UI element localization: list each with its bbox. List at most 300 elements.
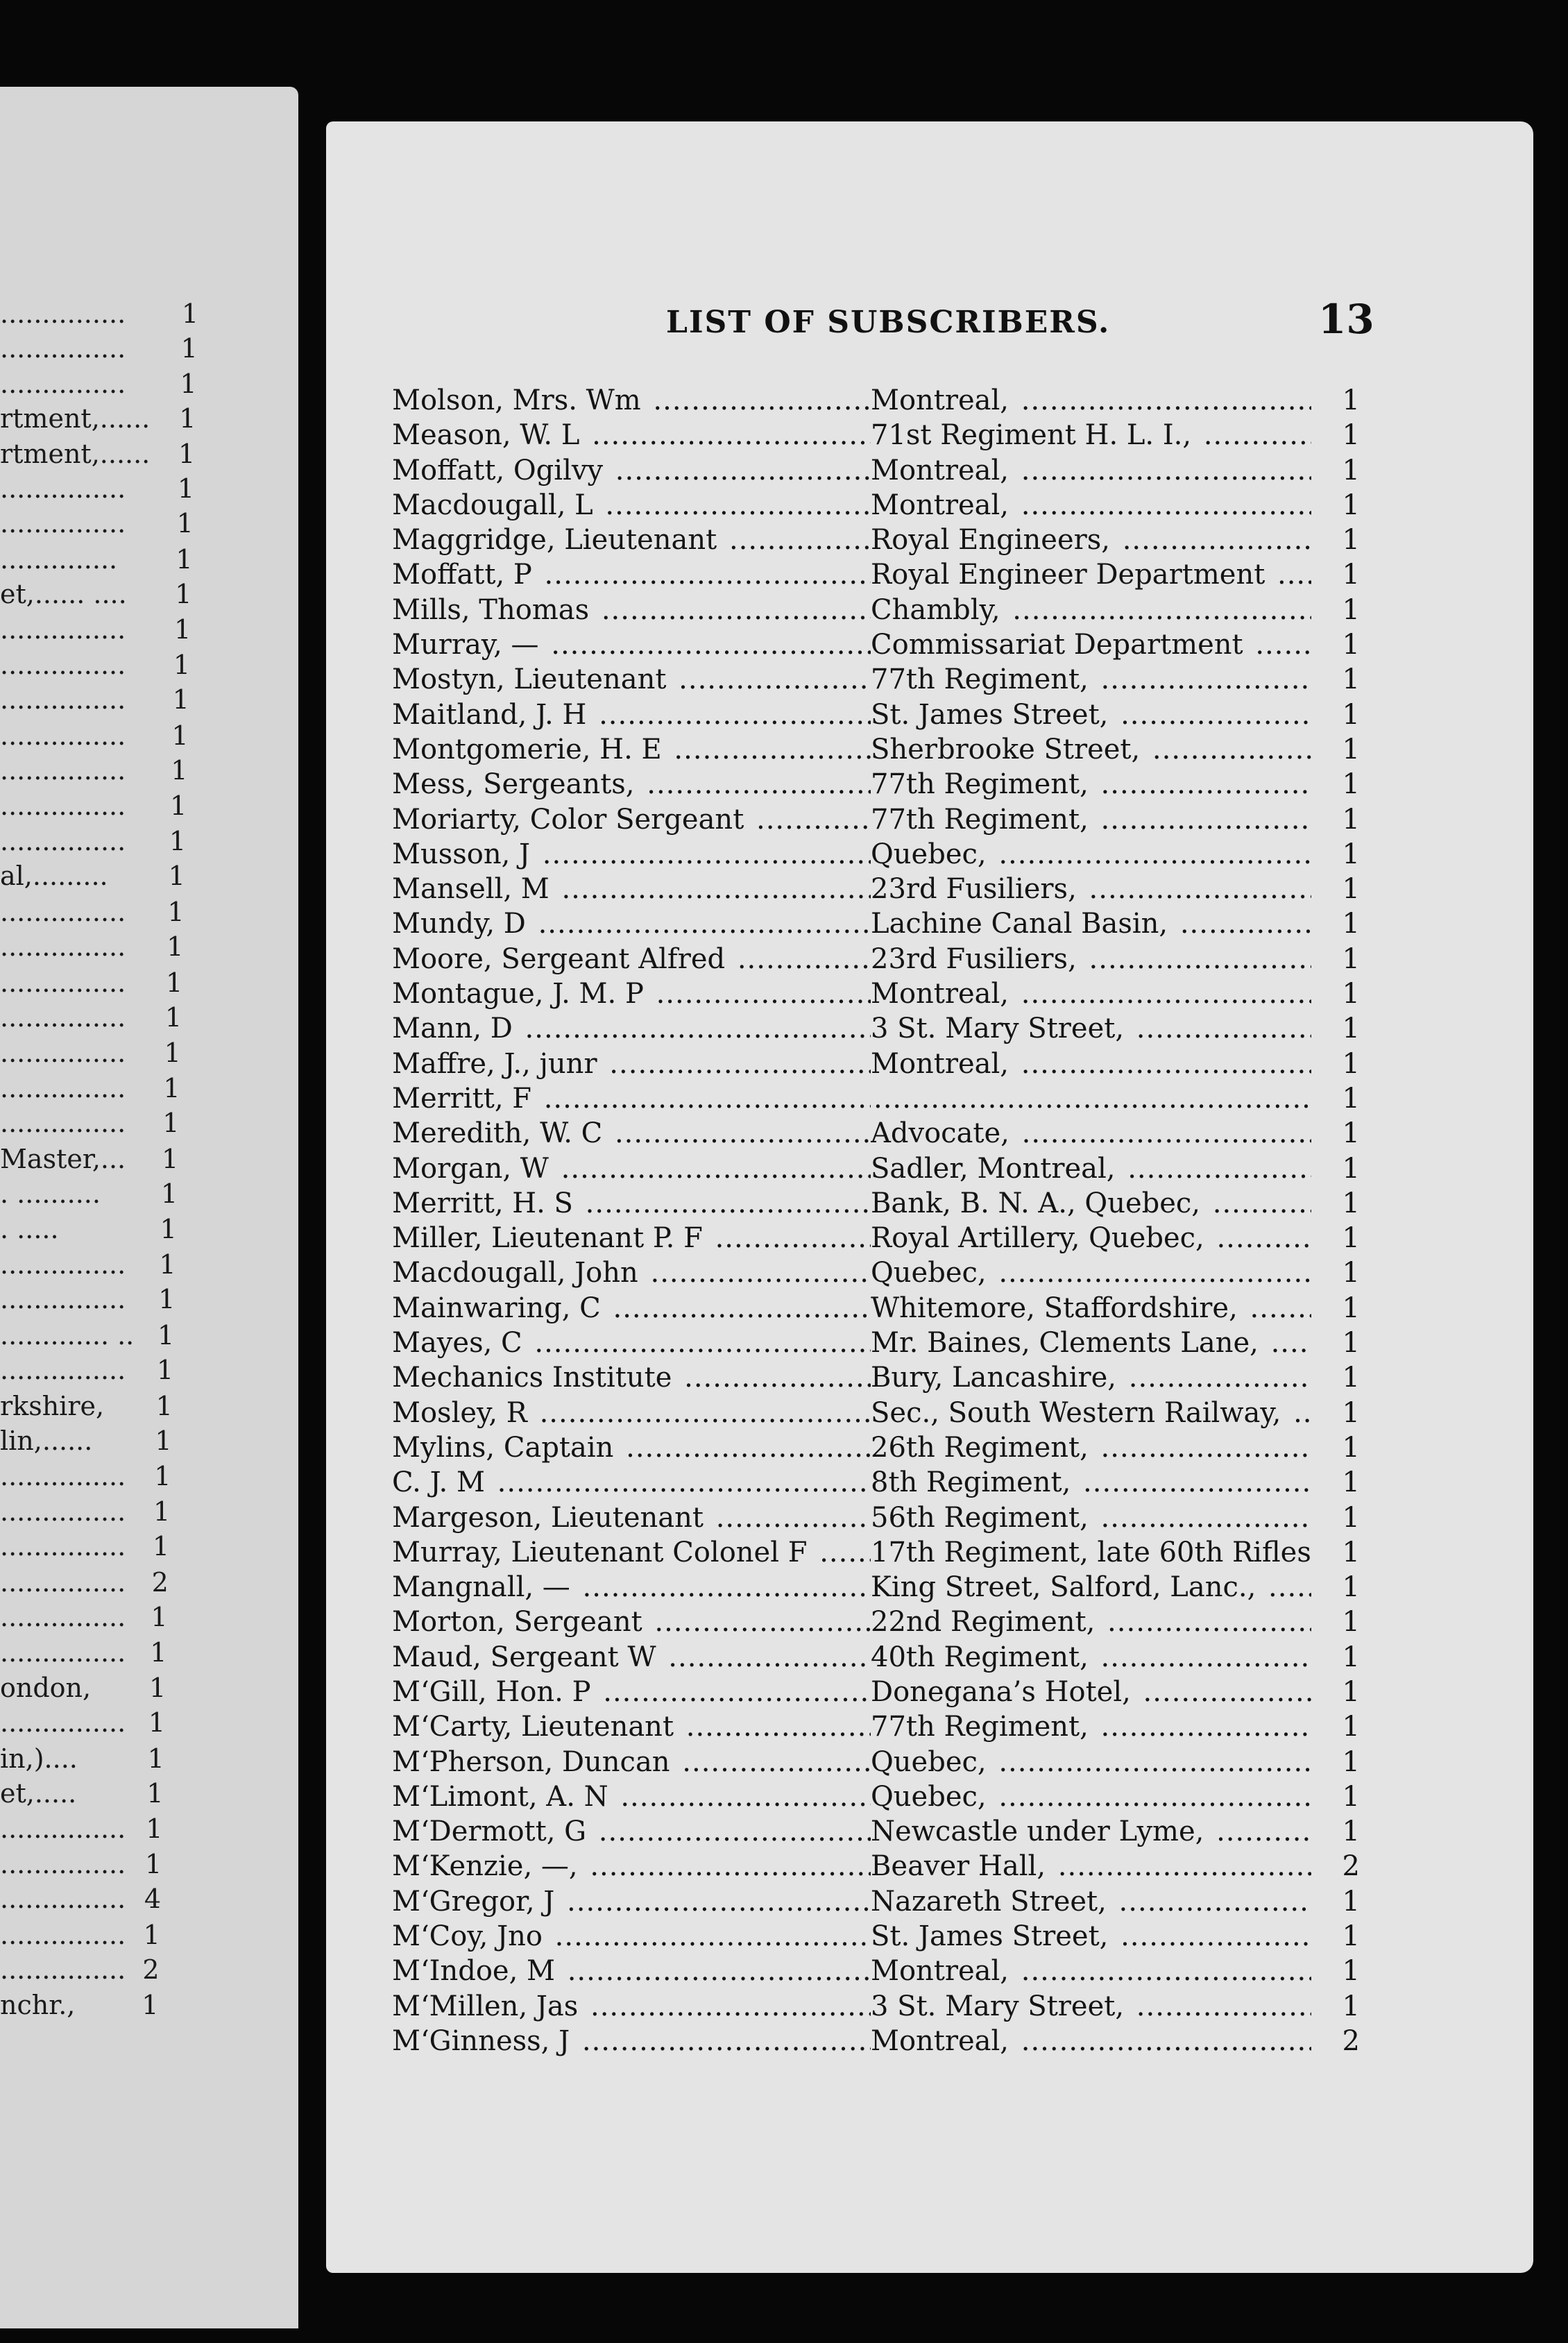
left-page-row — [0, 1565, 171, 1600]
subscriber-name — [392, 1360, 878, 1395]
subscriber-count: 1 — [1325, 732, 1360, 767]
subscriber-name-text: Meason, W. L — [392, 419, 582, 451]
subscriber-place-text: Chambly, — [871, 594, 1003, 626]
subscriber-place-text: 77th Regiment, — [871, 1711, 1091, 1743]
left-page-row-count: 1 — [171, 720, 189, 751]
subscriber-row — [392, 802, 1360, 837]
left-page-row-count: 1 — [175, 579, 192, 609]
left-page-row-count: 1 — [159, 1249, 176, 1280]
left-page-row-count: 2 — [142, 1954, 160, 1985]
left-page-row-count: 1 — [164, 1038, 181, 1068]
subscriber-place — [871, 1396, 1311, 1430]
subscriber-place — [871, 872, 1311, 906]
left-page-row-count: 1 — [177, 473, 194, 504]
left-page-row-count: 1 — [172, 684, 189, 715]
subscriber-name-text: Mechanics Institute — [392, 1362, 674, 1394]
left-page-row — [0, 1705, 168, 1740]
left-page-row — [0, 1988, 161, 2022]
subscriber-row — [392, 1605, 1360, 1639]
left-page-row-count: 4 — [144, 1884, 161, 1914]
subscriber-row — [392, 418, 1360, 452]
subscriber-count: 1 — [1325, 1500, 1360, 1535]
subscriber-name-text: Molson, Mrs. Wm — [392, 384, 644, 416]
left-page-row-text: ............... — [0, 790, 126, 821]
left-page-row — [0, 682, 192, 717]
subscriber-count: 1 — [1325, 1360, 1360, 1395]
subscriber-place — [871, 1360, 1311, 1395]
subscriber-place — [871, 1221, 1311, 1255]
subscriber-name — [392, 1186, 878, 1221]
subscriber-place — [871, 697, 1311, 732]
subscriber-place — [871, 1186, 1311, 1221]
subscriber-place-text: Mr. Baines, Clements Lane, — [871, 1327, 1261, 1359]
subscriber-count: 1 — [1325, 1919, 1360, 1954]
subscriber-place — [871, 523, 1311, 557]
left-page-row-text: ............... — [0, 1108, 126, 1138]
left-page-row — [0, 1529, 172, 1564]
subscriber-name — [392, 1430, 878, 1465]
left-page-row-text: ............... — [0, 1284, 126, 1314]
subscriber-row — [392, 697, 1360, 732]
subscriber-place — [871, 1954, 1311, 1988]
subscriber-place — [871, 1884, 1311, 1919]
subscriber-name-text: Mundy, D — [392, 908, 529, 940]
subscriber-place-text: Donegana’s Hotel, — [871, 1676, 1134, 1708]
left-page-row-text: ............... — [0, 1602, 126, 1632]
left-page-row-count: 1 — [178, 439, 196, 469]
subscriber-count: 1 — [1325, 1116, 1360, 1151]
left-page-row-count: 1 — [173, 650, 190, 680]
left-page-row — [0, 1776, 167, 1811]
subscriber-name-text: Moriarty, Color Sergeant — [392, 804, 747, 836]
subscriber-place-text: St. James Street, — [871, 699, 1111, 731]
subscriber-name — [392, 1989, 878, 2024]
left-page-row-count: 1 — [147, 1743, 164, 1774]
left-page-row — [0, 1847, 164, 1881]
subscriber-name-text: Mayes, C — [392, 1327, 525, 1359]
subscriber-name-text: Maffre, J., junr — [392, 1048, 600, 1080]
subscriber-count: 1 — [1325, 1814, 1360, 1849]
subscriber-name — [392, 523, 878, 557]
subscriber-name — [392, 837, 878, 872]
subscriber-place — [871, 1430, 1311, 1465]
left-page-row-count: 1 — [179, 403, 196, 434]
subscriber-name — [392, 1884, 878, 1919]
subscriber-name-text: M‘Indoe, M — [392, 1955, 558, 1987]
subscriber-count: 1 — [1325, 872, 1360, 906]
left-page-row-count: 1 — [176, 544, 193, 575]
subscriber-place-text: Quebec, — [871, 1746, 989, 1778]
left-page-row-text: in,).... — [0, 1743, 78, 1774]
left-page-row-text: ............... — [0, 931, 126, 962]
subscriber-name — [392, 488, 878, 523]
left-page-row — [0, 753, 190, 788]
subscriber-place-text: 3 St. Mary Street, — [871, 1013, 1127, 1044]
left-page-row-count: 1 — [158, 1284, 176, 1314]
left-page-row-count: 1 — [171, 755, 188, 786]
subscriber-row — [392, 1919, 1360, 1954]
subscriber-row — [392, 767, 1360, 802]
subscriber-name — [392, 1745, 878, 1779]
left-page-row-count: 1 — [154, 1461, 171, 1491]
left-page-row — [0, 542, 196, 577]
subscriber-name-text: Mangnall, — — [392, 1571, 573, 1603]
subscriber-name — [392, 1954, 878, 1988]
subscriber-name-text: Mosley, R — [392, 1397, 530, 1429]
subscriber-count: 1 — [1325, 1047, 1360, 1081]
left-page-row-text: al,......... — [0, 861, 108, 891]
left-page-row-text: ............. .. — [0, 1320, 135, 1351]
subscriber-name-text: Murray, — — [392, 629, 542, 661]
left-page-row — [0, 506, 196, 541]
left-page-row-text: ondon, — [0, 1673, 92, 1703]
subscriber-count: 1 — [1325, 1465, 1360, 1500]
subscriber-place — [871, 906, 1311, 941]
left-page-row-count: 1 — [180, 369, 197, 399]
subscriber-row — [392, 2024, 1360, 2058]
left-page-row-count: 1 — [160, 1178, 178, 1209]
left-page-row — [0, 437, 198, 471]
left-page-row-text: ............... — [0, 614, 126, 645]
left-page-row-count: 1 — [146, 1778, 164, 1809]
left-page-row — [0, 401, 198, 436]
left-page-row — [0, 331, 201, 366]
left-page-row — [0, 1071, 183, 1106]
subscriber-count: 1 — [1325, 1989, 1360, 2024]
subscriber-count: 1 — [1325, 1570, 1360, 1605]
left-page-row-text: ............... — [0, 1813, 126, 1844]
left-page-row-text: ............... — [0, 1707, 126, 1738]
subscriber-row — [392, 627, 1360, 662]
left-page-row-count: 1 — [166, 967, 183, 998]
subscriber-count: 1 — [1325, 1640, 1360, 1675]
subscriber-name-text: M‘Coy, Jno — [392, 1920, 545, 1952]
subscriber-place-text: Bury, Lancashire, — [871, 1362, 1119, 1394]
left-page-row-text: ............... — [0, 1249, 126, 1280]
subscriber-name — [392, 767, 878, 802]
left-page-row — [0, 1670, 169, 1705]
left-page-row — [0, 1318, 177, 1353]
left-page-row-count: 1 — [150, 1637, 167, 1668]
left-page-row — [0, 1494, 173, 1529]
subscriber-count: 2 — [1325, 1849, 1360, 1884]
subscriber-name-text: Murray, Lieutenant Colonel F — [392, 1537, 810, 1568]
subscriber-place-text: Royal Engineers, — [871, 524, 1113, 556]
left-page-row — [0, 1423, 175, 1458]
left-page-row-text: . .......... — [0, 1178, 101, 1209]
subscriber-name — [392, 1326, 878, 1360]
subscriber-row — [392, 1326, 1360, 1360]
subscriber-name — [392, 906, 878, 941]
left-page-row — [0, 1247, 179, 1282]
left-page-row-text: ............... — [0, 1355, 126, 1385]
left-page-row-text: ............... — [0, 1461, 126, 1491]
subscriber-row — [392, 1989, 1360, 2024]
subscriber-row — [392, 1500, 1360, 1535]
subscriber-place-text: Sec., South Western Railway, — [871, 1397, 1284, 1429]
left-page-row — [0, 824, 189, 858]
left-page-row — [0, 718, 191, 753]
subscriber-place-text: 71st Regiment H. L. I., — [871, 419, 1194, 451]
left-page-row-text: ............... — [0, 1073, 126, 1103]
subscriber-place — [871, 627, 1311, 662]
subscriber-count: 1 — [1325, 593, 1360, 627]
left-page-row-count: 1 — [155, 1426, 172, 1456]
left-page-row-count: 1 — [174, 614, 191, 645]
page-title: LIST OF SUBSCRIBERS. — [666, 305, 1111, 340]
subscriber-name — [392, 1116, 878, 1151]
subscriber-place-text: 23rd Fusiliers, — [871, 943, 1080, 975]
subscriber-count: 1 — [1325, 383, 1360, 418]
subscriber-count: 1 — [1325, 1011, 1360, 1046]
left-page-row-count: 1 — [152, 1531, 169, 1562]
subscriber-place — [871, 2024, 1311, 2058]
subscriber-name — [392, 1919, 878, 1954]
left-page-row — [0, 858, 188, 893]
subscriber-place-text: Commissariat Department — [871, 629, 1246, 661]
subscriber-name — [392, 1849, 878, 1884]
subscriber-row — [392, 488, 1360, 523]
subscriber-place — [871, 1326, 1311, 1360]
subscriber-name — [392, 593, 878, 627]
left-page-row-text: ............... — [0, 333, 126, 364]
subscriber-name — [392, 1640, 878, 1675]
subscriber-name — [392, 1814, 878, 1849]
left-page-row — [0, 1142, 181, 1176]
subscriber-place — [871, 1047, 1311, 1081]
subscriber-place — [871, 732, 1311, 767]
subscriber-place — [871, 662, 1311, 697]
subscriber-row — [392, 1779, 1360, 1814]
left-page-row-count: 1 — [149, 1673, 167, 1703]
subscriber-place — [871, 557, 1311, 592]
left-page-row-count: 1 — [180, 333, 198, 364]
subscriber-count: 1 — [1325, 488, 1360, 523]
left-page-row-text: ............... — [0, 1637, 126, 1668]
subscriber-name-text: Musson, J — [392, 838, 533, 870]
left-page-row — [0, 788, 189, 823]
subscriber-row — [392, 837, 1360, 872]
left-page-row-count: 1 — [156, 1355, 173, 1385]
subscriber-place — [871, 1814, 1311, 1849]
subscriber-name-text: Morgan, W — [392, 1153, 552, 1185]
subscriber-place — [871, 767, 1311, 802]
subscriber-row — [392, 1430, 1360, 1465]
left-page-row-text: ............... — [0, 1002, 126, 1033]
subscriber-name — [392, 1047, 878, 1081]
left-page-row — [0, 1353, 176, 1387]
subscriber-row — [392, 1849, 1360, 1884]
subscriber-place — [871, 383, 1311, 418]
subscriber-row — [392, 523, 1360, 557]
subscriber-count: 1 — [1325, 1291, 1360, 1326]
left-page-row-text: ............... — [0, 473, 126, 504]
left-page-row — [0, 648, 193, 682]
subscriber-place-text: Beaver Hall, — [871, 1850, 1048, 1882]
subscriber-place-text: King Street, Salford, Lanc., — [871, 1571, 1259, 1603]
subscriber-place-text: 8th Regiment, — [871, 1466, 1073, 1498]
subscriber-place — [871, 1849, 1311, 1884]
subscriber-name-text: Montague, J. M. P — [392, 978, 647, 1010]
subscriber-place — [871, 837, 1311, 872]
subscriber-place — [871, 1500, 1311, 1535]
subscriber-name — [392, 1465, 878, 1500]
left-page-row — [0, 1389, 176, 1423]
subscriber-place — [871, 1465, 1311, 1500]
subscriber-name — [392, 1709, 878, 1744]
subscriber-name-text: Moore, Sergeant Alfred — [392, 943, 728, 975]
subscriber-place-text: 17th Regiment, late 60th Rifles — [871, 1537, 1311, 1568]
subscriber-row — [392, 557, 1360, 592]
left-page-row-count: 1 — [162, 1108, 180, 1138]
subscriber-row — [392, 942, 1360, 976]
subscriber-name — [392, 1291, 878, 1326]
subscriber-name-text: Merritt, H. S — [392, 1187, 576, 1219]
subscriber-place — [871, 942, 1311, 976]
left-page-row-text: ............... — [0, 967, 126, 998]
subscriber-place-text: 56th Regiment, — [871, 1502, 1091, 1534]
subscriber-count: 1 — [1325, 1605, 1360, 1639]
subscriber-name — [392, 1151, 878, 1186]
subscriber-name — [392, 1221, 878, 1255]
subscriber-row — [392, 1640, 1360, 1675]
left-page-row-text: ............... — [0, 1038, 126, 1068]
subscriber-place-text: Quebec, — [871, 1781, 989, 1813]
subscriber-name — [392, 2024, 878, 2058]
subscriber-row — [392, 1465, 1360, 1500]
left-page-row-text: ............... — [0, 1954, 126, 1985]
subscriber-name — [392, 627, 878, 662]
subscriber-name-text: M‘Carty, Lieutenant — [392, 1711, 676, 1743]
left-page-row — [0, 1282, 178, 1317]
subscriber-place-text: Montreal, — [871, 489, 1012, 521]
subscriber-row — [392, 1221, 1360, 1255]
subscriber-name-text: Maitland, J. H — [392, 699, 589, 731]
subscriber-row — [392, 593, 1360, 627]
left-page-row-text: .............. — [0, 544, 118, 575]
left-page-row-text: et,..... — [0, 1778, 77, 1809]
subscriber-place-text: Quebec, — [871, 838, 989, 870]
subscriber-place — [871, 1989, 1311, 2024]
left-page-row-count: 1 — [142, 1990, 159, 2020]
left-page-row-count: 1 — [169, 826, 186, 856]
left-page-row-text: ............... — [0, 1531, 126, 1562]
subscriber-name-text: M‘Kenzie, —, — [392, 1850, 581, 1882]
subscriber-place-text: Royal Engineer Department — [871, 559, 1268, 591]
left-page-row — [0, 1459, 173, 1494]
subscriber-name-text: Margeson, Lieutenant — [392, 1502, 706, 1534]
left-page-row — [0, 366, 200, 401]
subscriber-name — [392, 557, 878, 592]
subscriber-row — [392, 1151, 1360, 1186]
left-page-row-text: rtment,...... — [0, 439, 151, 469]
left-page-row-text: ............... — [0, 1920, 126, 1950]
subscriber-row — [392, 1116, 1360, 1151]
subscriber-row — [392, 976, 1360, 1011]
subscriber-row — [392, 1081, 1360, 1116]
subscriber-count: 1 — [1325, 1326, 1360, 1360]
subscriber-name-text: Mann, D — [392, 1013, 515, 1044]
left-page-row — [0, 895, 187, 929]
subscriber-place — [871, 1011, 1311, 1046]
left-page-row-text: ............... — [0, 369, 126, 399]
subscriber-name-text: Mansell, M — [392, 873, 552, 905]
subscriber-count: 1 — [1325, 1081, 1360, 1116]
subscriber-count: 1 — [1325, 1186, 1360, 1221]
left-page — [0, 87, 298, 2328]
subscriber-count: 1 — [1325, 1954, 1360, 1988]
subscriber-place-text: Montreal, — [871, 1955, 1012, 1987]
left-page-row — [0, 1600, 171, 1634]
subscriber-name-text: Mostyn, Lieutenant — [392, 663, 669, 695]
left-page-row — [0, 296, 201, 331]
subscriber-name-text: Merritt, F — [392, 1083, 534, 1115]
subscriber-place — [871, 1605, 1311, 1639]
left-page-row-count: 1 — [170, 790, 187, 821]
subscriber-name-text: Moffatt, Ogilvy — [392, 455, 606, 487]
subscriber-count: 1 — [1325, 662, 1360, 697]
subscriber-place — [871, 1675, 1311, 1709]
left-page-row-count: 1 — [151, 1602, 168, 1632]
subscriber-place — [871, 1709, 1311, 1744]
subscriber-name-text: Maggridge, Lieutenant — [392, 524, 719, 556]
subscriber-count: 1 — [1325, 557, 1360, 592]
left-page-row-count: 1 — [143, 1920, 160, 1950]
left-page-row-count: 1 — [160, 1214, 177, 1244]
left-page-row-count: 1 — [164, 1002, 182, 1033]
left-page-row — [0, 1741, 167, 1776]
left-page-row-text: ............... — [0, 508, 126, 539]
subscriber-count: 1 — [1325, 1396, 1360, 1430]
subscriber-name-text: M‘Dermott, G — [392, 1816, 589, 1847]
subscriber-place-text: Bank, B. N. A., Quebec, — [871, 1187, 1203, 1219]
subscriber-name-text: Mainwaring, C — [392, 1292, 604, 1324]
subscriber-name — [392, 662, 878, 697]
subscriber-row — [392, 1535, 1360, 1570]
subscriber-place — [871, 1919, 1311, 1954]
subscriber-place-text: Montreal, — [871, 978, 1012, 1010]
subscriber-place-text: 26th Regiment, — [871, 1432, 1091, 1464]
left-page-row-count: 2 — [151, 1567, 169, 1598]
subscriber-name-text: Mylins, Captain — [392, 1432, 616, 1464]
subscriber-name — [392, 1779, 878, 1814]
left-page-row-text: Master,... — [0, 1144, 126, 1174]
subscriber-name-text: M‘Ginness, J — [392, 2025, 572, 2057]
left-page-row-text: ............... — [0, 298, 126, 329]
subscriber-place-text: 22nd Regiment, — [871, 1606, 1098, 1638]
page-number: 13 — [1318, 296, 1374, 343]
subscriber-name — [392, 383, 878, 418]
left-page-row — [0, 1881, 164, 1916]
left-page-row — [0, 929, 186, 964]
subscriber-count: 1 — [1325, 1151, 1360, 1186]
left-page-row-count: 1 — [155, 1391, 173, 1421]
subscriber-place-text: Newcastle under Lyme, — [871, 1816, 1207, 1847]
left-page-row — [0, 1635, 169, 1670]
left-page-row-text: rtment,...... — [0, 403, 151, 434]
subscriber-name-text: Montgomerie, H. E — [392, 734, 665, 766]
subscriber-name — [392, 942, 878, 976]
subscriber-row — [392, 1954, 1360, 1988]
subscriber-name — [392, 1675, 878, 1709]
subscriber-place — [871, 1535, 1311, 1570]
subscriber-name-text: M‘Pherson, Duncan — [392, 1746, 673, 1778]
subscriber-name — [392, 1500, 878, 1535]
subscriber-place-text: 77th Regiment, — [871, 768, 1091, 800]
subscriber-name — [392, 1255, 878, 1290]
left-page-row-count: 1 — [163, 1073, 180, 1103]
subscriber-count: 1 — [1325, 418, 1360, 452]
